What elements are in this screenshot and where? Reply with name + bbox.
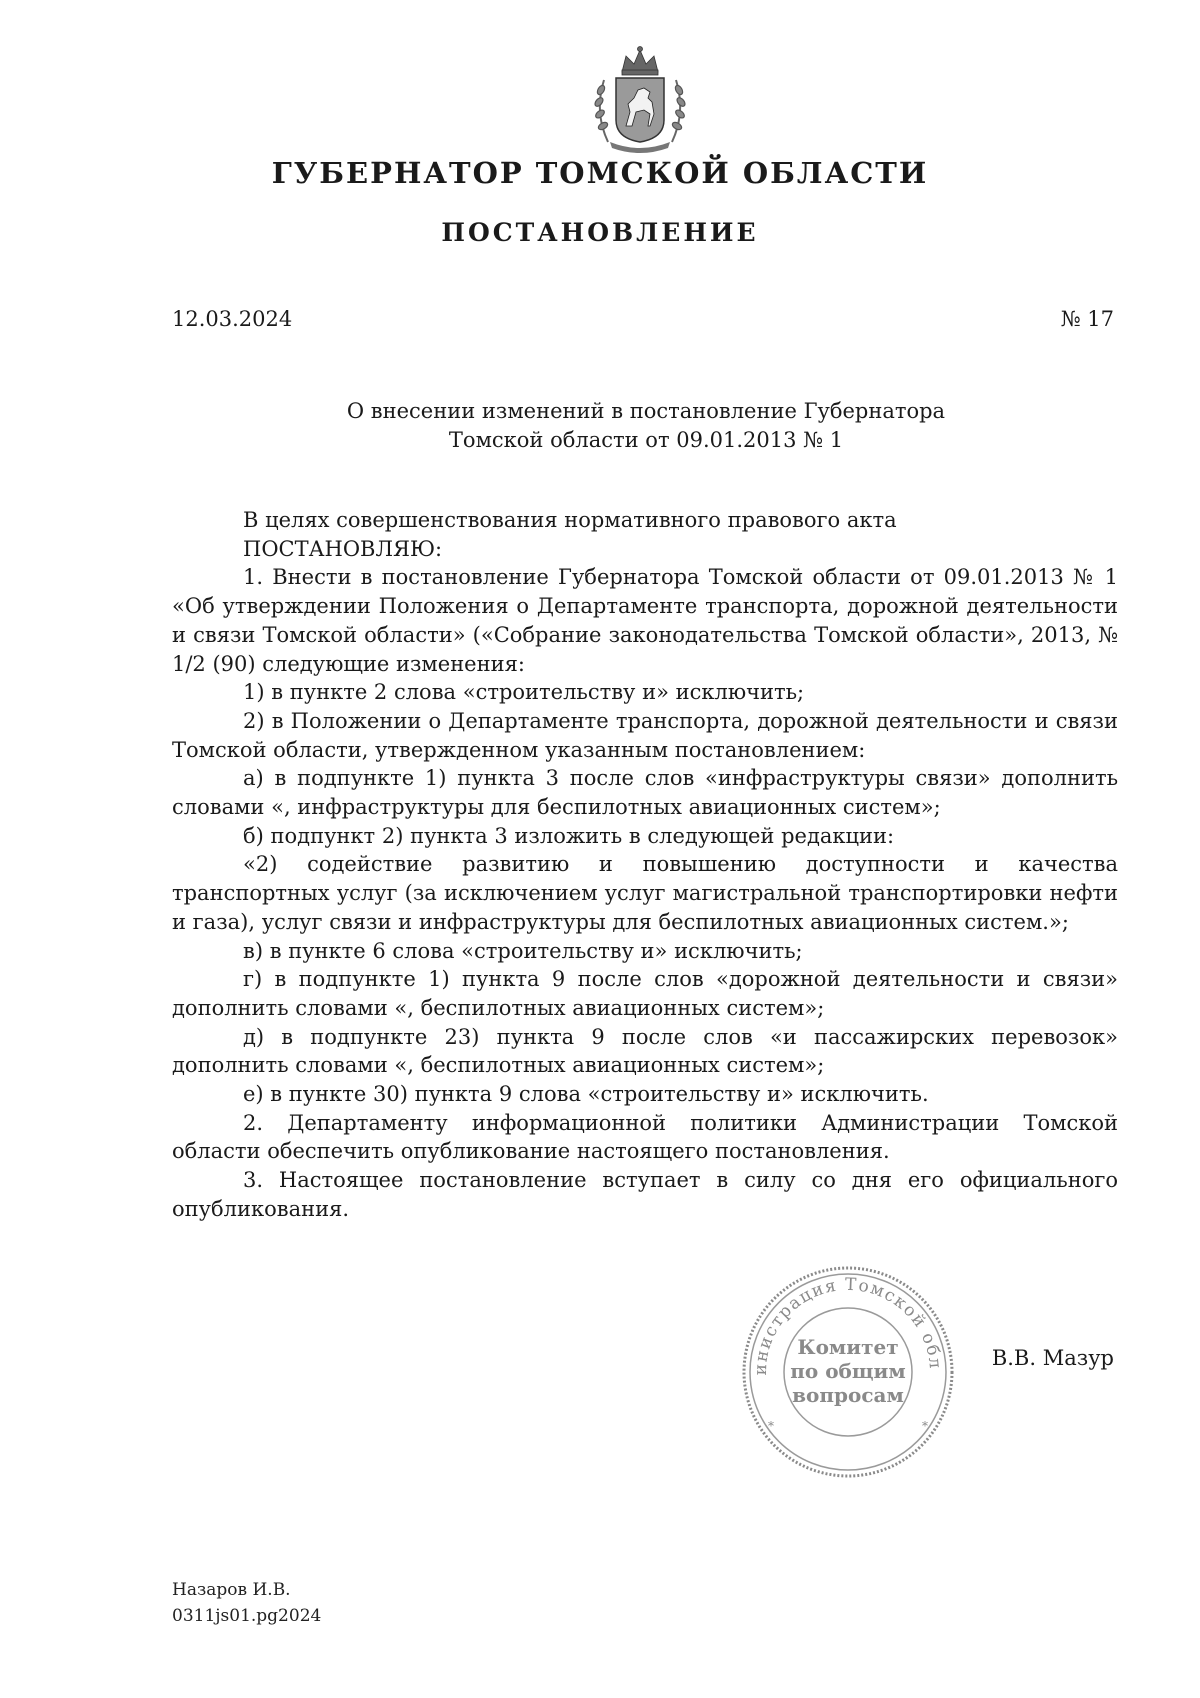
- org-title: ГУБЕРНАТОР ТОМСКОЙ ОБЛАСТИ: [271, 156, 929, 190]
- paragraph: в) в пункте 6 слова «строительству и» исключить;: [243, 938, 803, 963]
- document-type: ПОСТАНОВЛЕНИЕ: [441, 218, 759, 247]
- svg-text:Администрация Томской области: инистрация Томской обл: [750, 1274, 946, 1376]
- svg-text:Комитет: Комитет: [797, 1335, 899, 1359]
- executor-name: Назаров И.В.: [172, 1580, 291, 1600]
- paragraph: 2. Департаменту информационной политики Администрации Томской области обеспечить опубликование настоящего постановления.: [172, 1110, 1118, 1164]
- subject-line: О внесении изменений в постановление Губернатора: [346, 399, 946, 423]
- svg-text:вопросам: вопросам: [792, 1383, 904, 1407]
- paragraph: д) в подпункте 23) пункта 9 после слов «и пассажирских перевозок» дополнить словами «, беспилотных авиационных систем»;: [172, 1024, 1118, 1078]
- coat-of-arms-icon: [588, 42, 692, 154]
- svg-text:по общим: по общим: [790, 1359, 906, 1383]
- paragraph: «2) содействие развитию и повышению доступности и качества транспортных услуг (за исключением услуг магистральной транспортировки нефти и газа), услуг связи и инфраструктуры для беспилотных авиационных систем.»;: [172, 852, 1118, 934]
- svg-text:*: *: [922, 1419, 928, 1433]
- svg-text:*: *: [768, 1419, 774, 1433]
- subject-line: Томской области от 09.01.2013 № 1: [448, 428, 844, 452]
- paragraph: В целях совершенствования нормативного правового акта: [243, 508, 897, 532]
- document-body: [172, 506, 1118, 1224]
- round-seal-icon: [738, 1262, 958, 1482]
- paragraph: ПОСТАНОВЛЯЮ:: [243, 536, 443, 561]
- paragraph: 1) в пункте 2 слова «строительству и» исключить;: [243, 680, 805, 705]
- paragraph: г) в подпункте 1) пункта 9 после слов «дорожной деятельности и связи» дополнить словами «, беспилотных авиационных систем»;: [172, 967, 1118, 1020]
- paragraph: а) в подпункте 1) пункта 3 после слов «инфраструктуры связи» дополнить словами «, инфраструктуры для беспилотных авиационных систем»;: [172, 766, 1118, 820]
- paragraph: б) подпункт 2) пункта 3 изложить в следующей редакции:: [243, 823, 895, 848]
- paragraph: 2) в Положении о Департаменте транспорта, дорожной деятельности и связи Томской области, утвержденном указанным постановлением:: [172, 708, 1118, 762]
- document-date: 12.03.2024: [172, 307, 293, 331]
- paragraph: е) в пункте 30) пункта 9 слова «строительству и» исключить.: [243, 1082, 929, 1107]
- document-number: № 17: [1060, 307, 1114, 331]
- document-subject: [172, 397, 1120, 455]
- file-code: 0311js01.pg2024: [172, 1606, 322, 1626]
- paragraph: 1. Внести в постановление Губернатора Томской области от 09.01.2013 № 1 «Об утверждении Положения о Департаменте транспорта, дорожной деятельности и связи Томской области» («Собрание законодательства Томской области», 2013, № 1/2 (90) следующие изменения:: [172, 565, 1118, 676]
- paragraph: 3. Настоящее постановление вступает в силу со дня его официального опубликования.: [172, 1168, 1118, 1221]
- signer-name: В.В. Мазур: [991, 1346, 1114, 1370]
